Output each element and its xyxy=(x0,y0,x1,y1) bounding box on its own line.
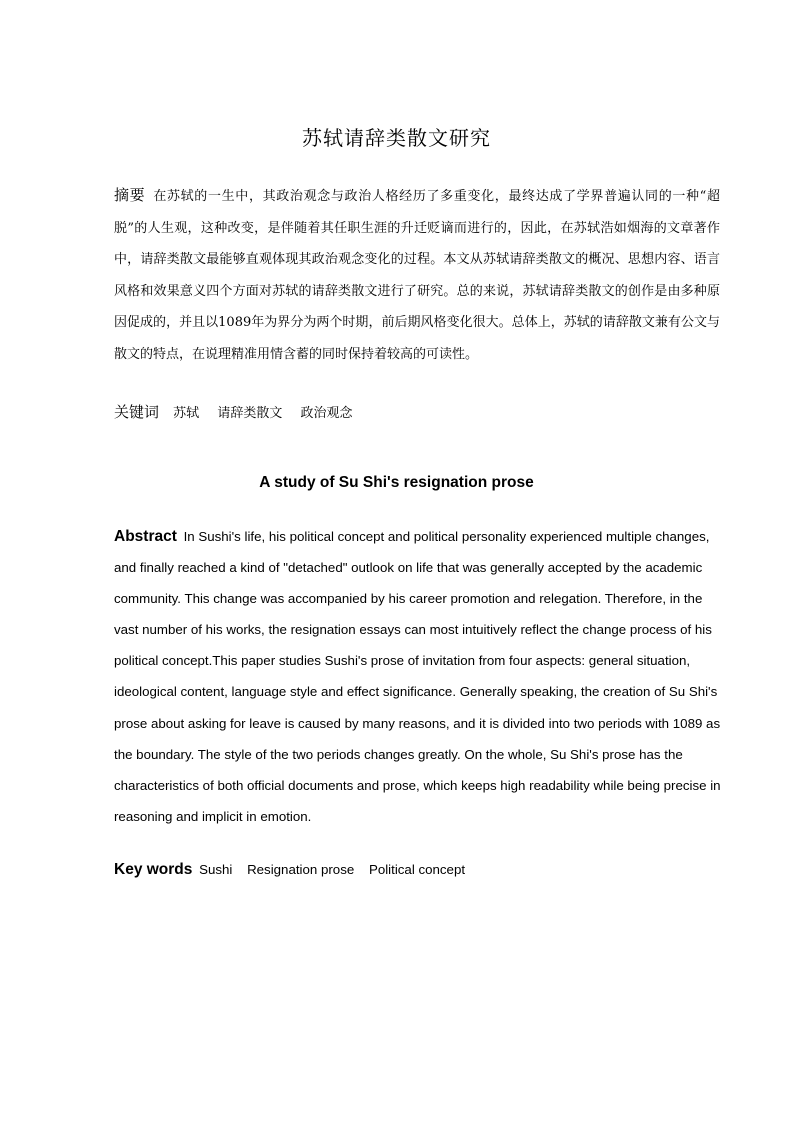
english-keyword: Resignation prose xyxy=(247,862,355,877)
chinese-title: 苏轼请辞类散文研究 xyxy=(302,126,491,150)
chinese-keyword: 政治观念 xyxy=(300,406,353,421)
english-keyword: Political concept xyxy=(368,862,466,877)
english-keyword: Sushi xyxy=(199,862,233,877)
chinese-abstract xyxy=(114,180,720,370)
english-keywords-label: Key words xyxy=(114,861,193,878)
chinese-abstract-label: 摘要 xyxy=(114,186,146,204)
english-abstract-label: Abstract xyxy=(114,528,177,545)
english-title: A study of Su Shi's resignation prose xyxy=(259,474,534,491)
chinese-keyword: 请辞类散文 xyxy=(217,406,283,421)
english-keywords xyxy=(114,856,720,884)
chinese-keywords-label: 关键词 xyxy=(114,403,160,421)
chinese-keyword: 苏轼 xyxy=(173,406,200,421)
english-abstract xyxy=(114,521,724,832)
chinese-keywords xyxy=(114,398,720,428)
english-abstract-text: In Sushi's life, his political concept and political personality experienced multiple changes, and finally reached a kind of "detached" outlook on life that was generally accepted by the academic community. This change was accompanied by his career promotion and relegation. Therefore, in the vast number of his works, the resignation essays can most intuitively reflect the change process of his political concept.This paper studies Sushi's prose of invitation from four aspects: general situation, ideological content, language style and effect significance. Generally speaking, the creation of Su Shi's prose about asking for leave is caused by many reasons, and it is divided into two periods with 1089 as the boundary. The style of the two periods changes greatly. On the whole, Su Shi's prose has the characteristics of both official documents and prose, which keeps high readability while being precise in reasoning and implicit in emotion. xyxy=(114,529,721,824)
chinese-abstract-text: 在苏轼的一生中，其政治观念与政治人格经历了多重变化，最终达成了学界普遍认同的一种“超脱”的人生观，这种改变，是伴随着其任职生涯的升迁贬谪而进行的，因此，在苏轼浩如烟海的文章著作中，请辞类散文最能够直观体现其政治观念变化的过程。本文从苏轼请辞类散文的概况、思想内容、语言风格和效果意义四个方面对苏轼的请辞类散文进行了研究。总的来说，苏轼请辞类散文的创作是由多种原因促成的，并且以1089年为界分为两个时期，前后期风格变化很大。总体上，苏轼的请辞散文兼有公文与散文的特点，在说理精准用情含蓄的同时保持着较高的可读性。 xyxy=(114,189,720,362)
